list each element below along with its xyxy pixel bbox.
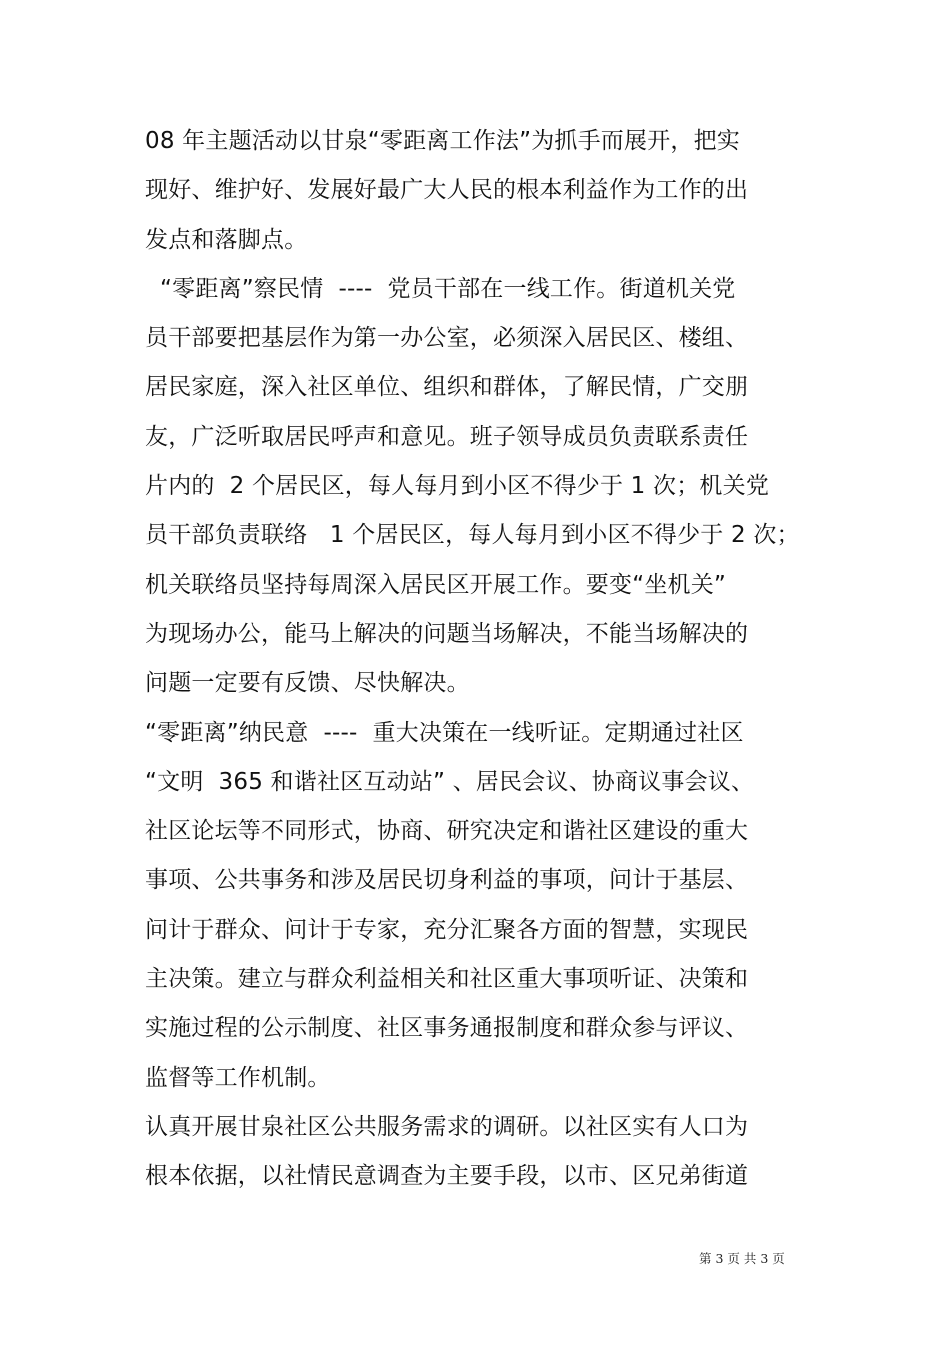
document-body: [145, 119, 845, 1204]
text-line: 实施过程的公示制度、社区事务通报制度和群众参与评议、: [145, 1015, 749, 1042]
text-line: 事项、公共事务和涉及居民切身利益的事项，问计于基层、: [145, 867, 749, 894]
text-line: 认真开展甘泉社区公共服务需求的调研。以社区实有人口为: [145, 1113, 749, 1140]
text-line: 员干部要把基层作为第一办公室，必须深入居民区、楼组、: [145, 325, 749, 352]
text-line: 社区论坛等不同形式，协商、研究决定和谐社区建设的重大: [145, 818, 749, 845]
text-line: 友，广泛听取居民呼声和意见。班子领导成员负责联系责任: [145, 423, 749, 450]
text-line: “零距离”察民情 ---- 党员干部在一线工作。街道机关党: [145, 275, 736, 302]
text-line: “零距离”纳民意 ---- 重大决策在一线听证。定期通过社区: [145, 719, 744, 746]
text-line: “文明 365 和谐社区互动站” 、居民会议、协商议事会议、: [145, 768, 755, 795]
text-line: 居民家庭，深入社区单位、组织和群体，了解民情，广交朋: [145, 374, 749, 401]
text-line: 08 年主题活动以甘泉“零距离工作法”为抓手而展开，把实: [145, 128, 741, 154]
text-line: 员干部负责联络 1 个居民区，每人每月到小区不得少于 2 次；: [145, 522, 800, 549]
text-line: 片内的 2 个居民区，每人每月到小区不得少于 1 次；机关党: [145, 473, 770, 500]
text-line: 监督等工作机制。: [145, 1064, 331, 1091]
text-line: 问题一定要有反馈、尽快解决。: [145, 670, 470, 697]
page-number-footer: 第 3 页 共 3 页: [699, 1251, 785, 1266]
text-line: 主决策。建立与群众利益相关和社区重大事项听证、决策和: [145, 966, 749, 993]
text-line: 为现场办公，能马上解决的问题当场解决，不能当场解决的: [145, 620, 749, 647]
text-line: 机关联络员坚持每周深入居民区开展工作。要变“坐机关”: [145, 571, 727, 598]
text-line: 根本依据，以社情民意调查为主要手段，以市、区兄弟街道: [145, 1163, 749, 1190]
text-line: 发点和落脚点。: [145, 226, 308, 253]
text-line: 现好、维护好、发展好最广大人民的根本利益作为工作的出: [145, 177, 749, 204]
text-line: 问计于群众、问计于专家，充分汇聚各方面的智慧，实现民: [145, 916, 749, 943]
